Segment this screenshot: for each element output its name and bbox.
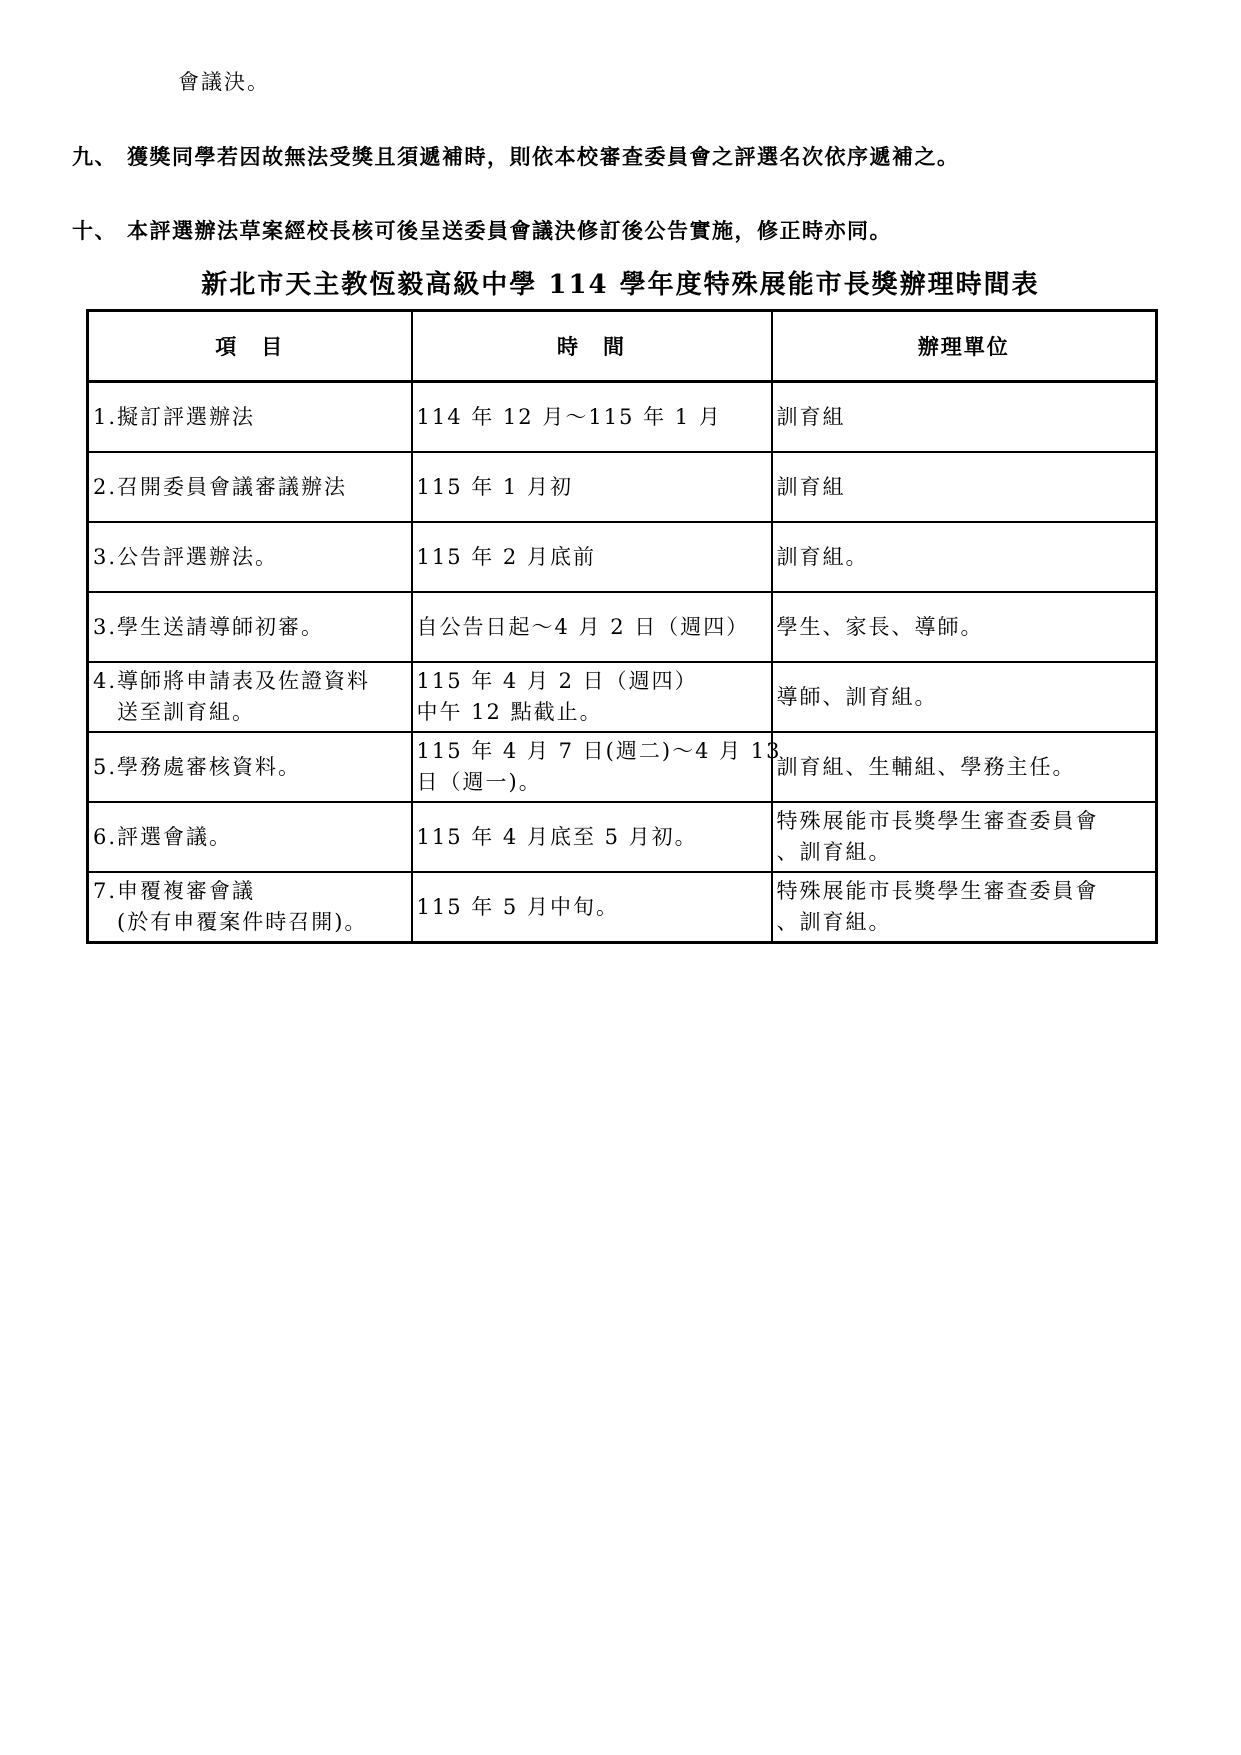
clause-10 — [72, 215, 892, 245]
table-row — [88, 872, 1157, 943]
cell-time-line: 115 年 1 月初 — [416, 474, 573, 499]
clause-9 — [72, 141, 960, 171]
cell-item-line: 1.擬訂評選辦法 — [93, 404, 256, 429]
cell-item — [88, 382, 412, 453]
cell-unit-line: 訓育組、生輔組、學務主任。 — [776, 754, 1076, 779]
cell-unit — [772, 382, 1157, 453]
cell-item — [88, 872, 412, 943]
cell-item-line: 2.召開委員會議審議辦法 — [93, 474, 348, 499]
cell-item-line: 3.學生送請導師初審。 — [93, 614, 325, 639]
cell-time-line: 日（週一)。 — [416, 770, 542, 794]
cell-time-line: 115 年 4 月 2 日（週四） — [416, 669, 698, 693]
cell-item — [88, 662, 412, 732]
cell-unit-line: 導師、訓育組。 — [776, 684, 938, 709]
table-row — [88, 802, 1157, 872]
table-header-row — [88, 311, 1157, 382]
table-row — [88, 522, 1157, 592]
cell-time-line: 自公告日起～4 月 2 日（週四） — [416, 614, 750, 639]
cell-unit — [772, 522, 1157, 592]
table-row — [88, 452, 1157, 522]
clause-text: 獲獎同學若因故無法受獎且須遞補時，則依本校審查委員會之評選名次依序遞補之。 — [127, 144, 960, 169]
continuation-text: 會議決。 — [178, 70, 270, 94]
cell-unit-line: 訓育組 — [776, 474, 846, 499]
cell-item — [88, 732, 412, 802]
cell-item-line: 6.評選會議。 — [93, 824, 233, 849]
cell-item — [88, 452, 412, 522]
cell-unit-line: 、訓育組。 — [776, 840, 892, 864]
cell-time-line: 115 年 2 月底前 — [416, 544, 596, 569]
cell-time — [412, 382, 772, 453]
table-row — [88, 732, 1157, 802]
clause-text: 本評選辦法草案經校長核可後呈送委員會議決修訂後公告實施，修正時亦同。 — [127, 218, 892, 243]
cell-time — [412, 522, 772, 592]
cell-unit — [772, 802, 1157, 872]
cell-unit — [772, 592, 1157, 662]
cell-item-line: 5.學務處審核資料。 — [93, 754, 302, 779]
cell-item-line: 送至訓育組。 — [117, 700, 255, 724]
schedule-title: 新北市天主教恆毅高級中學 114 學年度特殊展能市長獎辦理時間表 — [201, 270, 1040, 300]
clause-number: 九、 — [72, 144, 117, 169]
table-row — [88, 382, 1157, 453]
header-unit: 辦理單位 — [772, 311, 1157, 382]
cell-time — [412, 452, 772, 522]
cell-unit — [772, 662, 1157, 732]
cell-unit-line: 、訓育組。 — [776, 910, 892, 934]
cell-item-line: 7.申覆複審會議 — [93, 879, 256, 903]
cell-time — [412, 872, 772, 943]
cell-time — [412, 592, 772, 662]
cell-time-line: 中午 12 點截止。 — [416, 700, 603, 724]
table-row — [88, 662, 1157, 732]
table-row — [88, 592, 1157, 662]
cell-item — [88, 802, 412, 872]
clause-number: 十、 — [72, 218, 117, 243]
header-item: 項 目 — [88, 311, 412, 382]
header-time: 時 間 — [412, 311, 772, 382]
cell-unit-line: 訓育組 — [776, 404, 846, 429]
cell-unit-line: 特殊展能市長獎學生審查委員會 — [776, 809, 1099, 833]
cell-unit — [772, 732, 1157, 802]
cell-time-line: 114 年 12 月～115 年 1 月 — [416, 404, 722, 429]
schedule-table-body — [88, 382, 1157, 943]
cell-time-line: 115 年 4 月 7 日(週二)～4 月 13 — [416, 739, 782, 763]
cell-time-line: 115 年 4 月底至 5 月初。 — [416, 824, 698, 849]
cell-unit-line: 學生、家長、導師。 — [776, 614, 984, 639]
cell-item — [88, 522, 412, 592]
cell-item — [88, 592, 412, 662]
cell-item-line: 3.公告評選辦法。 — [93, 544, 279, 569]
cell-time — [412, 732, 782, 802]
cell-unit-line: 訓育組。 — [776, 544, 869, 569]
cell-unit-line: 特殊展能市長獎學生審查委員會 — [776, 879, 1099, 903]
cell-time — [412, 802, 772, 872]
cell-unit — [772, 872, 1157, 943]
cell-item-line: (於有申覆案件時召開)。 — [117, 910, 368, 934]
cell-time — [412, 662, 772, 732]
cell-unit — [772, 452, 1157, 522]
cell-item-line: 4.導師將申請表及佐證資料 — [93, 669, 371, 693]
cell-time-line: 115 年 5 月中旬。 — [416, 894, 619, 919]
schedule-table — [86, 309, 1158, 944]
